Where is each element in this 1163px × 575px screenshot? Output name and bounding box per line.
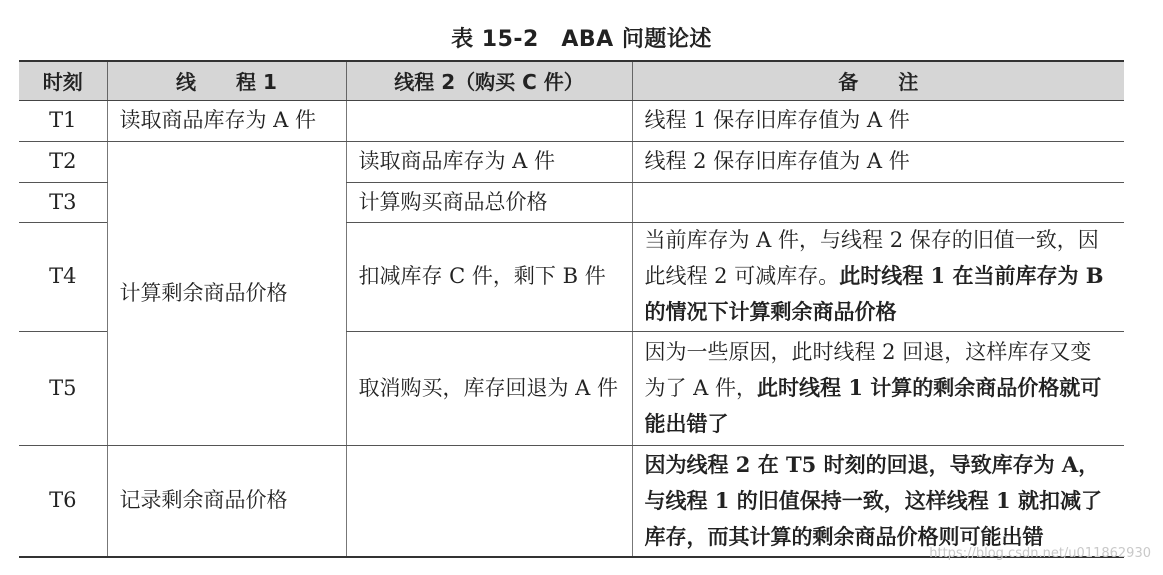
cell-time: T5 — [19, 331, 107, 445]
table-row-t6 — [19, 445, 1124, 557]
table-caption: 表 15-2 ABA 问题论述 — [451, 27, 712, 52]
cell-thread1: 记录剩余商品价格 — [107, 445, 346, 557]
note-text: 因为一些原因，此时线程 2 回退，这样库存又变为了 A 件， — [644, 339, 1092, 400]
note-text: 当前库存为 A 件，与线程 2 保存的旧值一致，因此线程 2 可减库存。 — [644, 228, 1099, 288]
cell-thread2 — [346, 100, 632, 141]
cell-thread1: 读取商品库存为 A 件 — [107, 100, 346, 141]
cell-thread2: 读取商品库存为 A 件 — [346, 141, 632, 182]
cell-thread1-merged: 计算剩余商品价格 — [107, 141, 346, 445]
cell-time: T4 — [19, 222, 107, 331]
cell-note — [632, 182, 1124, 222]
table-header-row — [19, 61, 1124, 100]
header-note: 备 注 — [632, 61, 1124, 100]
note-emphasis: 此时线程 1 在当前库存为 B 的情况下计算剩余商品价格 — [644, 263, 1104, 324]
cell-note — [632, 445, 1124, 557]
cell-thread2: 扣减库存 C 件，剩下 B 件 — [346, 222, 632, 331]
cell-thread2 — [346, 445, 632, 557]
watermark-url: https://blog.csdn.net/u011862930 — [929, 546, 1151, 561]
note-emphasis: 此时线程 1 计算的剩余商品价格就可能出错了 — [644, 374, 1102, 436]
note-emphasis: 因为线程 2 在 T5 时刻的回退，导致库存为 A，与线程 1 的旧值保持一致，这样线程 1 就扣减了库存，而其计算的剩余商品价格则可能出错 — [644, 451, 1102, 549]
header-time: 时刻 — [19, 61, 107, 100]
table-row-t1 — [19, 100, 1124, 141]
cell-note: 线程 1 保存旧库存值为 A 件 — [632, 100, 1124, 141]
cell-time: T6 — [19, 445, 107, 557]
cell-time: T2 — [19, 141, 107, 182]
header-thread2: 线程 2（购买 C 件） — [346, 61, 632, 100]
cell-note — [632, 331, 1124, 445]
cell-time: T1 — [19, 100, 107, 141]
cell-note — [632, 222, 1124, 331]
cell-note: 线程 2 保存旧库存值为 A 件 — [632, 141, 1124, 182]
cell-time: T3 — [19, 182, 107, 222]
aba-problem-table — [19, 60, 1124, 558]
table-row-t2 — [19, 141, 1124, 182]
header-thread1: 线 程 1 — [107, 61, 346, 100]
cell-thread2: 取消购买，库存回退为 A 件 — [346, 331, 632, 445]
cell-thread2: 计算购买商品总价格 — [346, 182, 632, 222]
